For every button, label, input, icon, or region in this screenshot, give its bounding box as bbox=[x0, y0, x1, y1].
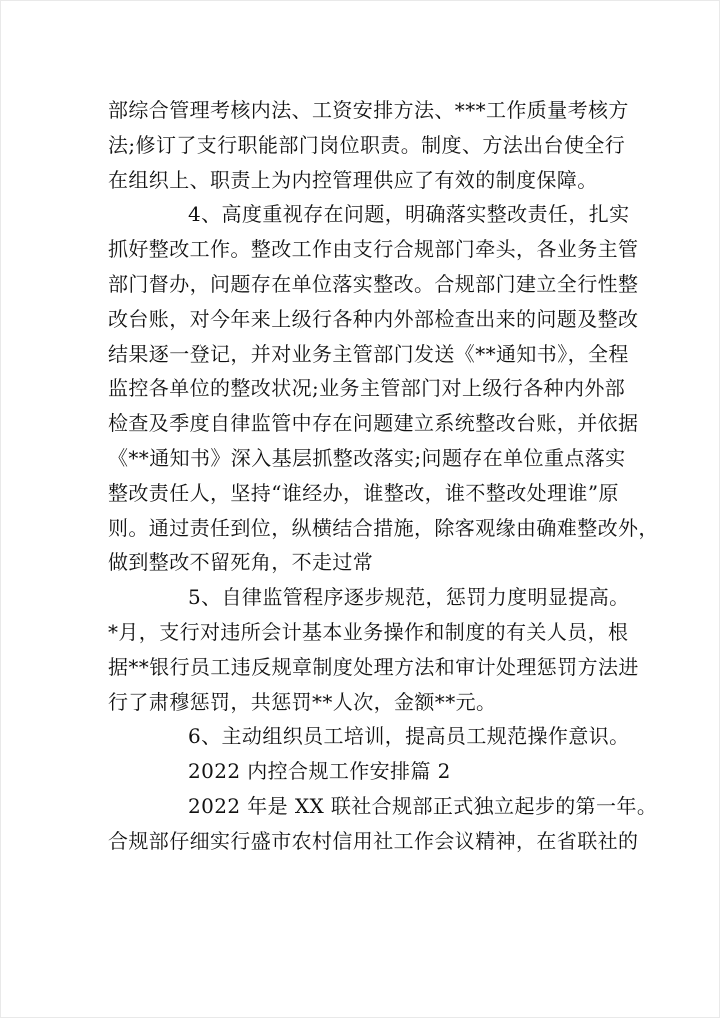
text-line: 检查及季度自律监管中存在问题建立系统整改台账，并依据 bbox=[108, 411, 639, 436]
numbered-paragraph-5: 5、自律监管程序逐步规范，惩罚力度明显提高。 bbox=[188, 585, 630, 610]
document-body bbox=[108, 93, 659, 859]
text-line: 做到整改不留死角，不走过常 bbox=[108, 550, 374, 575]
text-line: *月，支行对违所会计基本业务操作和制度的有关人员，根 bbox=[108, 619, 629, 644]
numbered-paragraph-4: 4、高度重视存在问题，明确落实整改责任，扎实 bbox=[188, 202, 630, 227]
text-line: 整改责任人，坚持“谁经办，谁整改，谁不整改处理谁”原 bbox=[108, 480, 619, 505]
section-heading: 2022 内控合规工作安排篇 2 bbox=[188, 759, 451, 784]
text-line: 在组织上、职责上为内控管理供应了有效的制度保障。 bbox=[108, 167, 598, 192]
text-line: 则。通过责任到位，纵横结合措施，除客观缘由确难整改外， bbox=[108, 515, 659, 540]
text-line: 行了肃穆惩罚，共惩罚**人次，金额**元。 bbox=[108, 689, 497, 714]
text-line: 法;修订了支行职能部门岗位职责。制度、方法出台使全行 bbox=[108, 132, 626, 157]
text-line: 改台账，对今年来上级行各种内外部检查出来的问题及整改 bbox=[108, 306, 639, 331]
text-line: 结果逐一登记，并对业务主管部门发送《**通知书》，全程 bbox=[108, 341, 629, 366]
text-line: 《**通知书》深入基层抓整改落实;问题存在单位重点落实 bbox=[108, 445, 626, 470]
paragraph-start: 2022 年是 XX 联社合规部正式独立起步的第一年。 bbox=[188, 793, 658, 818]
text-line: 合规部仔细实行盛市农村信用社工作会议精神，在省联社的 bbox=[108, 828, 639, 853]
text-line: 抓好整改工作。整改工作由支行合规部门牵头，各业务主管 bbox=[108, 237, 639, 262]
text-line: 监控各单位的整改状况;业务主管部门对上级行各种内外部 bbox=[108, 376, 626, 401]
numbered-paragraph-6: 6、主动组织员工培训，提高员工规范操作意识。 bbox=[188, 724, 630, 749]
text-line: 部门督办，问题存在单位落实整改。合规部门建立全行性整 bbox=[108, 271, 639, 296]
text-line: 部综合管理考核内法、工资安排方法、***工作质量考核方 bbox=[108, 98, 629, 122]
text-line: 据**银行员工违反规章制度处理方法和审计处理惩罚方法进 bbox=[108, 654, 639, 679]
